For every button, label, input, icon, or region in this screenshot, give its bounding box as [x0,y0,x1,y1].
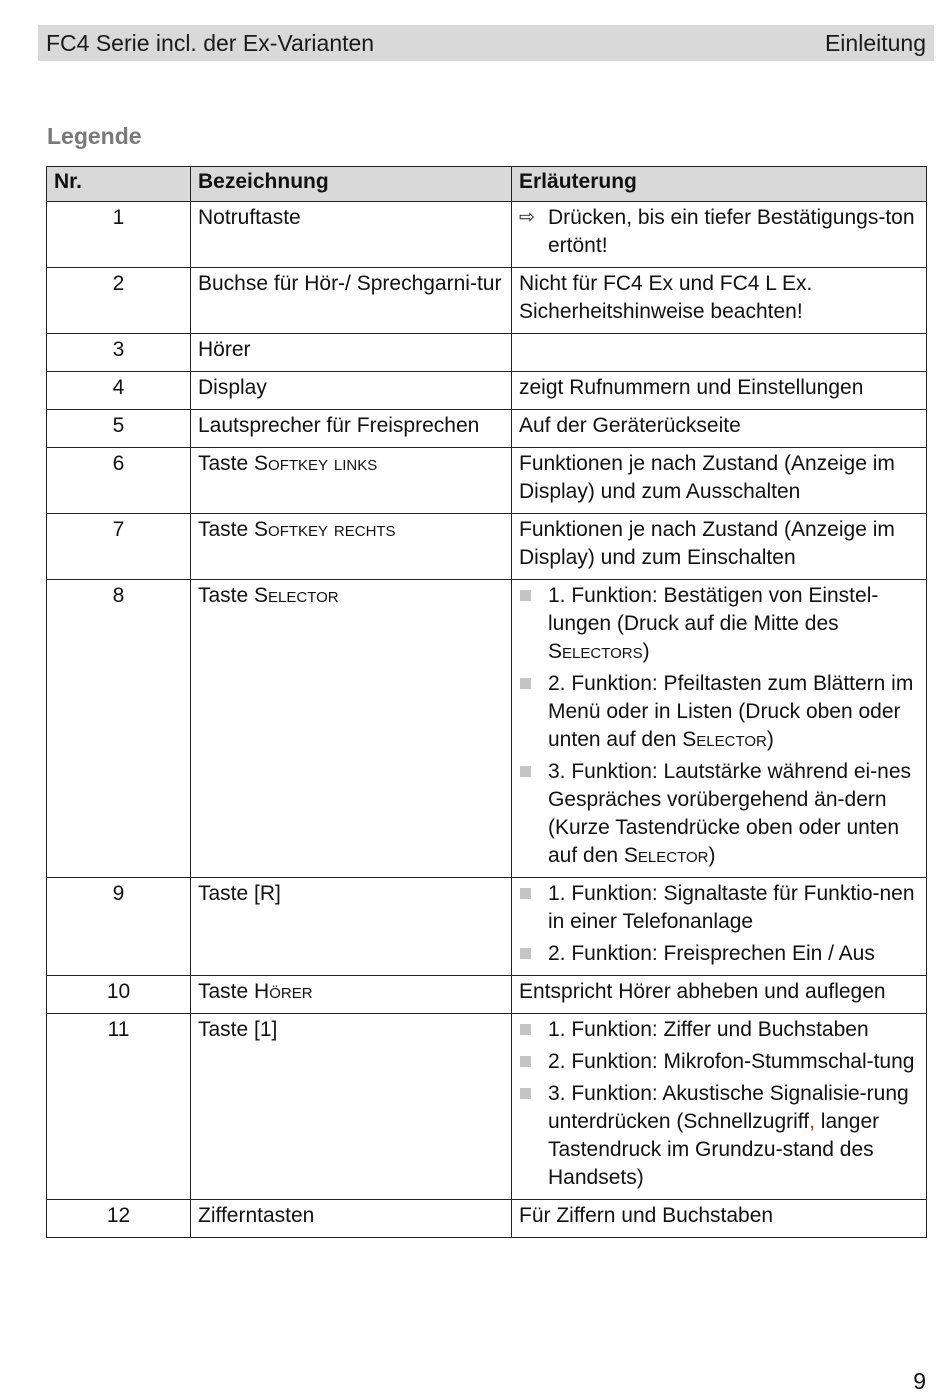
row-number: 1 [47,202,191,268]
row-bezeichnung: Buchse für Hör-/ Sprechgarni-tur [191,268,512,334]
bullet-text: 1. Funktion: Signaltaste für Funktio-nen in einer Telefonanlage [548,882,915,933]
bullet-item [519,1048,919,1076]
key-name: Selectors [548,640,643,663]
row-number: 9 [47,878,191,976]
table-row [47,268,927,334]
row-erlaeuterung: Entspricht Hörer abheben und auflegen [512,976,927,1014]
row-number: 8 [47,580,191,878]
row-bezeichnung: Lautsprecher für Freisprechen [191,410,512,448]
bullet-item [519,758,919,870]
row-number: 2 [47,268,191,334]
row-number: 7 [47,514,191,580]
table-row [47,202,927,268]
legend-heading: Legende [47,123,142,149]
square-bullet-icon [520,1024,531,1035]
bullet-text: 2. Funktion: Freisprechen Ein / Aus [548,942,875,965]
row-bezeichnung: Notruftaste [191,202,512,268]
row-bezeichnung [191,976,512,1014]
row-erlaeuterung [512,580,927,878]
instruction-text: Drücken, bis ein tiefer Bestätigungs-ton ertönt! [548,206,915,257]
key-name: Softkey links [254,452,378,475]
square-bullet-icon [520,1088,531,1099]
legend-table [46,166,927,1238]
key-name: Softkey rechts [254,518,396,541]
row-erlaeuterung [512,334,927,372]
bullet-text: 2. Funktion: Mikrofon-Stummschal-tung [548,1050,915,1073]
square-bullet-icon [520,1056,531,1067]
bullet-item [519,940,919,968]
row-erlaeuterung: zeigt Rufnummern und Einstellungen [512,372,927,410]
table-row [47,448,927,514]
arrow-right-icon: ⇨ [519,207,535,228]
table-row [47,1014,927,1200]
square-bullet-icon [520,766,531,777]
table-row [47,410,927,448]
row-erlaeuterung [512,1014,927,1200]
column-header-bezeichnung: Bezeichnung [191,167,512,202]
row-erlaeuterung: Funktionen je nach Zustand (Anzeige im Display) und zum Einschalten [512,514,927,580]
row-erlaeuterung: Für Ziffern und Buchstaben [512,1200,927,1238]
bullet-text-continued: langer Tastendruck im Grundzu-stand des Handsets) [548,1110,880,1189]
square-bullet-icon [520,590,531,601]
bullet-text: 3. Funktion: Akustische Signalisie-rung unterdrücken (Schnellzugriff [548,1082,909,1133]
square-bullet-icon [520,948,531,959]
bullet-text: 1. Funktion: Ziffer und Buchstaben [548,1018,869,1041]
row-erlaeuterung [512,878,927,976]
header-document-title: FC4 Serie incl. der Ex-Varianten [46,29,375,56]
bullet-tail: ) [642,640,650,663]
row-bezeichnung [191,580,512,878]
key-prefix: Taste [198,518,249,541]
row-bezeichnung [191,514,512,580]
key-name: Hörer [254,980,313,1003]
row-number: 11 [47,1014,191,1200]
row-erlaeuterung: Nicht für FC4 Ex und FC4 L Ex. Sicherheitshinweise beachten! [512,268,927,334]
row-erlaeuterung: Funktionen je nach Zustand (Anzeige im Display) und zum Ausschalten [512,448,927,514]
row-bezeichnung: Display [191,372,512,410]
table-header-row [47,167,927,202]
bullet-text: 3. Funktion: Lautstärke während ei-nes Gespräches vorübergehend än-dern (Kurze Tastendrücke oben oder unten auf den [548,760,912,867]
row-number: 10 [47,976,191,1014]
row-bezeichnung: Taste [1] [191,1014,512,1200]
square-bullet-icon [520,888,531,899]
row-bezeichnung [191,448,512,514]
instruction-item [519,204,919,260]
row-number: 3 [47,334,191,372]
bullet-text: 2. Funktion: Pfeiltasten zum Blättern im Menü oder in Listen (Druck oben oder unten auf den [548,672,914,751]
row-erlaeuterung [512,202,927,268]
bullet-item [519,582,919,666]
table-row [47,514,927,580]
table-row [47,580,927,878]
column-header-erlaeuterung: Erläuterung [512,167,927,202]
bullet-item [519,1080,919,1192]
bullet-item [519,880,919,936]
row-number: 6 [47,448,191,514]
bullet-text: 1. Funktion: Bestätigen von Einstel-lungen (Druck auf die Mitte des [548,584,879,635]
table-row [47,976,927,1014]
row-bezeichnung: Zifferntasten [191,1200,512,1238]
row-number: 4 [47,372,191,410]
table-row [47,878,927,976]
header-section-title: Einleitung [824,29,926,56]
bullet-item [519,670,919,754]
square-bullet-icon [520,678,531,689]
bullet-tail: ) [708,844,716,867]
bullet-tail: ) [766,728,774,751]
key-name: Selector [623,844,709,867]
red-comma: , [809,1110,815,1133]
table-row [47,334,927,372]
bullet-item [519,1016,919,1044]
row-number: 5 [47,410,191,448]
column-header-nr: Nr. [47,167,191,202]
key-name: Selector [254,584,339,607]
key-prefix: Taste [198,452,249,475]
key-prefix: Taste [198,980,249,1003]
table-row [47,372,927,410]
table-row [47,1200,927,1238]
key-name: Selector [682,728,767,751]
row-erlaeuterung: Auf der Geräterückseite [512,410,927,448]
row-bezeichnung: Hörer [191,334,512,372]
key-prefix: Taste [198,584,249,607]
page-number: 9 [913,1368,926,1394]
row-number: 12 [47,1200,191,1238]
page-header [38,25,934,61]
row-bezeichnung: Taste [R] [191,878,512,976]
